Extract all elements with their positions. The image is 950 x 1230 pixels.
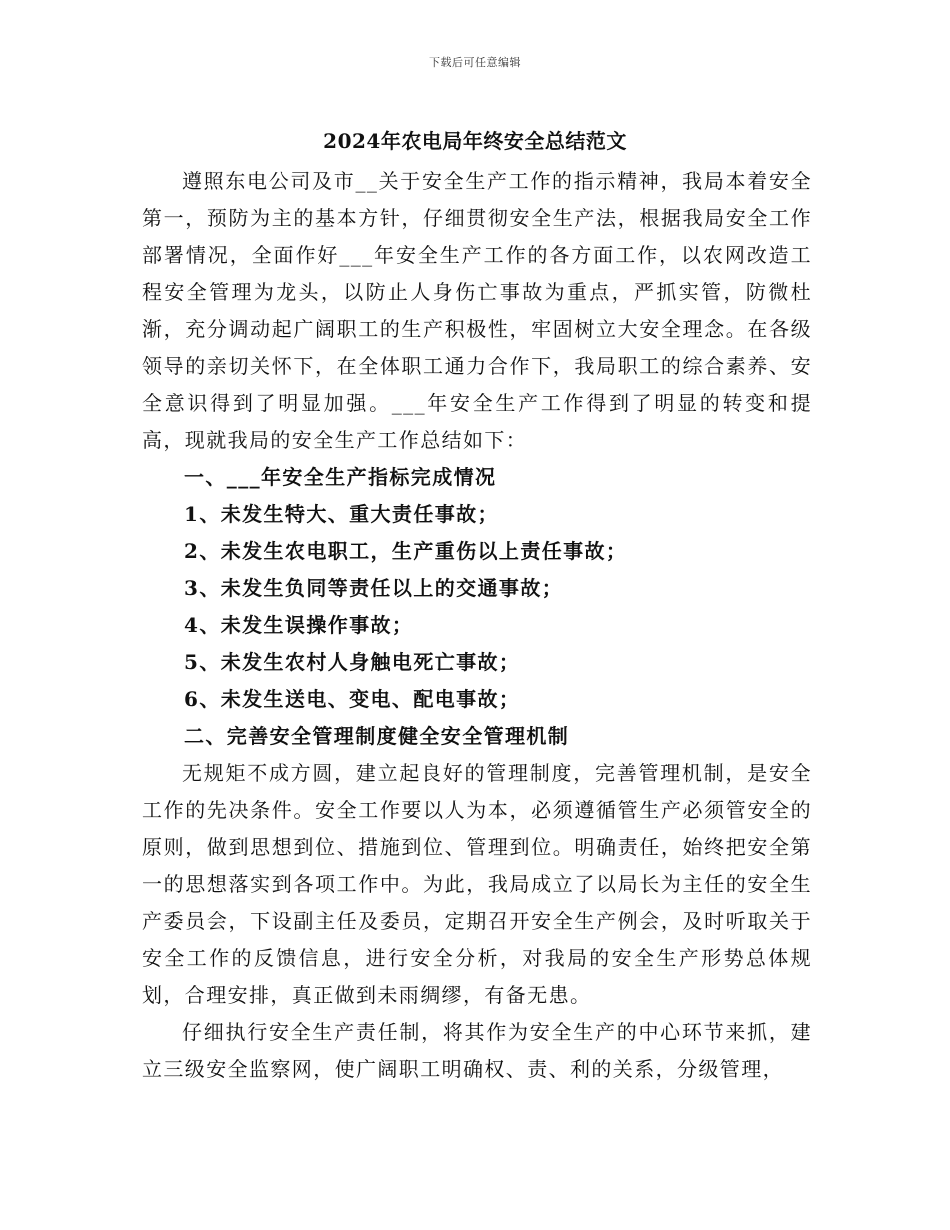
section-1-heading: 一、___年安全生产指标完成情况 (184, 465, 497, 489)
section-1-item-4: 4、未发生误操作事故； (184, 613, 414, 637)
section-1-item-1: 1、未发生特大、重大责任事故； (184, 502, 499, 526)
section-1-item-2: 2、未发生农电职工，生产重伤以上责任事故； (184, 539, 628, 563)
section-2-paragraph-2: 仔细执行安全生产责任制，将其作为安全生产的中心环节来抓，建立三级安全监察网，使广阔职工明确权、责、利的关系，分级管理， (142, 1020, 812, 1081)
intro-paragraph: 遵照东电公司及市__关于安全生产工作的指示精神，我局本着安全第一，预防为主的基本方针，仔细贯彻安全生产法，根据我局安全工作部署情况，全面作好___年安全生产工作的各方面工作，以农网改造工程安全管理为龙头，以防止人身伤亡事故为重点，严抓实管，防微杜渐，充分调动起广阔职工的生产积极性，牢固树立大安全理念。在各级领导的亲切关怀下，在全体职工通力合作下，我局职工的综合素养、安全意识得到了明显加强。___年安全生产工作得到了明显的转变和提高，现就我局的安全生产工作总结如下： (142, 169, 812, 452)
section-1-item-5: 5、未发生农村人身触电死亡事故； (184, 650, 521, 674)
header-note: 下载后可任意编辑 (429, 56, 521, 69)
section-2-heading: 二、完善安全管理制度健全安全管理机制 (184, 724, 570, 748)
document-body (142, 163, 812, 1088)
section-1-item-3: 3、未发生负同等责任以上的交通事故； (184, 576, 564, 600)
document-title: 2024年农电局年终安全总结范文 (323, 129, 627, 153)
section-1-item-6: 6、未发生送电、变电、配电事故； (184, 687, 521, 711)
section-2-paragraph-1: 无规矩不成方圆，建立起良好的管理制度，完善管理机制，是安全工作的先决条件。安全工作要以人为本，必须遵循管生产必须管安全的原则，做到思想到位、措施到位、管理到位。明确责任，始终把安全第一的思想落实到各项工作中。为此，我局成立了以局长为主任的安全生产委员会，下设副主任及委员，定期召开安全生产例会，及时听取关于安全工作的反馈信息，进行安全分析，对我局的安全生产形势总体规划，合理安排，真正做到未雨绸缪，有备无患。 (142, 761, 812, 1007)
